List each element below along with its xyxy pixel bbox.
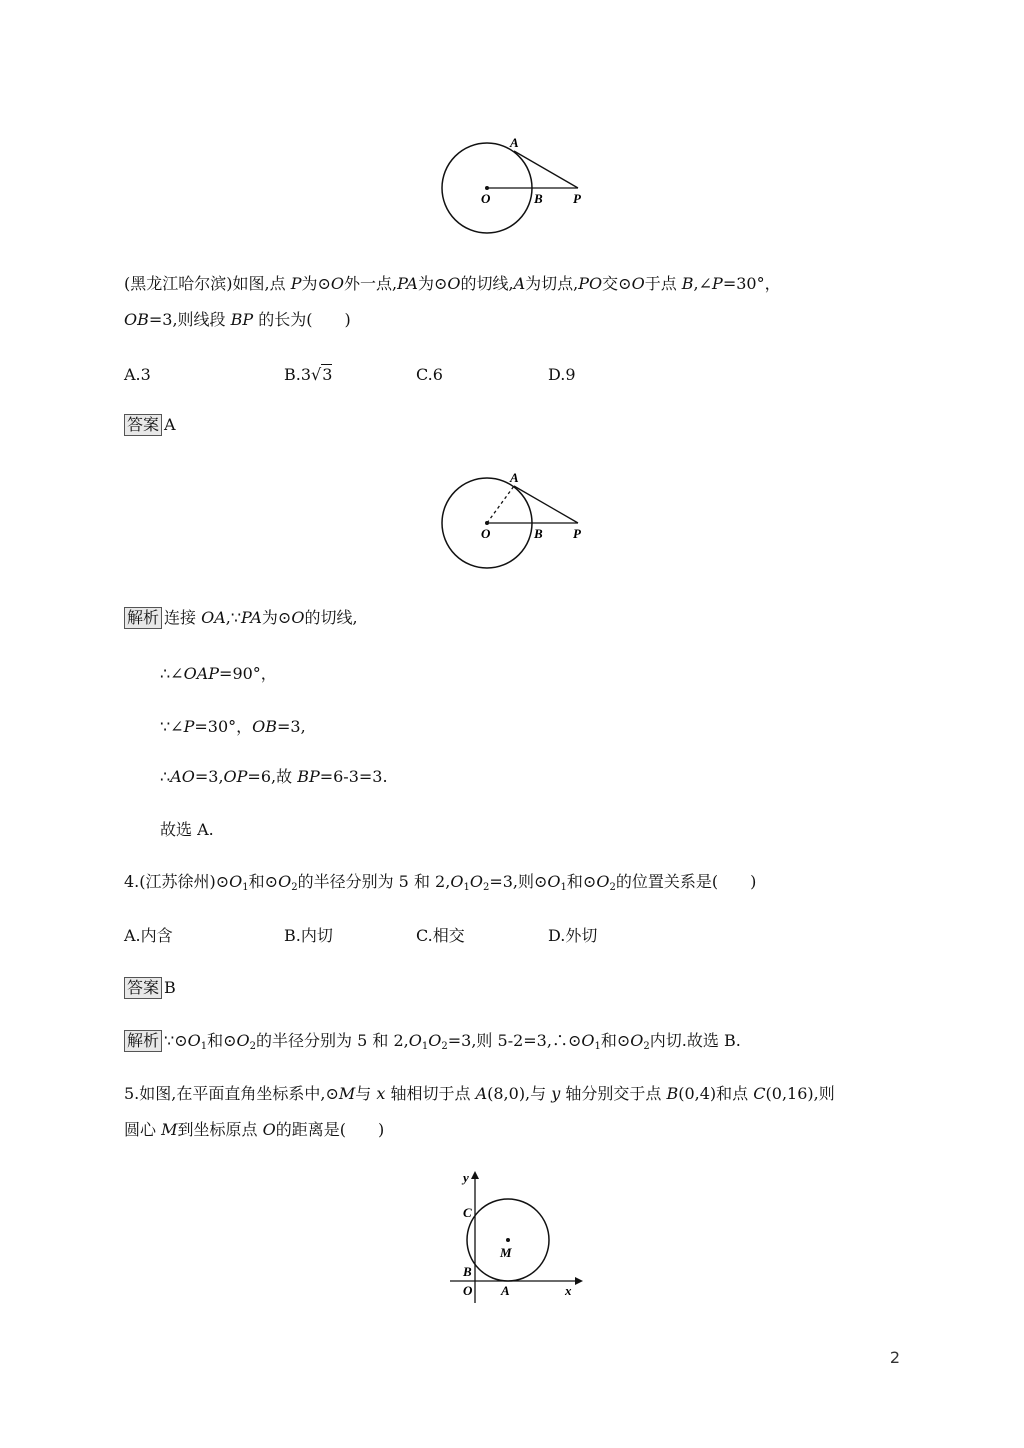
tangent-pa (514, 151, 578, 188)
answer-tag: 答案 (124, 977, 162, 999)
q3-stem-line1: (黑龙江哈尔滨)如图,点 P为⊙O外一点,PA为⊙O的切线,A为切点,PO交⊙O于点 B,∠P=30°， (124, 274, 781, 293)
figure-coordinate-circle (445, 1165, 590, 1305)
q4-stem: 4.(江苏徐州)$⊙O_1$和$⊙O_2$的半径分别为 5 和 $2,O_1O_2=3$,则$⊙O_1$和$⊙O_2$的位置关系是( ) (124, 872, 757, 893)
label-x: x (565, 1283, 572, 1298)
tangent-pa (514, 486, 578, 523)
x-axis-arrow (575, 1277, 583, 1285)
q3-stem-line2: OB=3,则线段 BP 的长为( ) (124, 310, 351, 329)
q5-stem-line2: 圆心 M到坐标原点 O的距离是( ) (124, 1120, 385, 1139)
dashed-radius-oa (487, 486, 514, 523)
q4-option-c: C.相交 (416, 926, 465, 945)
q3-analysis-line1: 解析 连接 OA,∵PA为⊙O的切线, (124, 607, 358, 629)
label-m: M (500, 1245, 512, 1260)
label-y: y (463, 1170, 469, 1185)
label-p: P (573, 526, 581, 541)
label-p: P (573, 191, 581, 206)
q4-analysis: 解析 $\because⊙O_1$和$⊙O_2$的半径分别为 5 和 $2,O_1O_2=3$,则 $5-2=3,\therefore⊙O_1$和$⊙O_2$内切.故选 B. (124, 1030, 741, 1052)
label-o: O (481, 526, 491, 541)
q3-analysis-line3: ∵∠P=30°，OB=3, (160, 717, 306, 736)
q3-option-d: D.9 (548, 365, 576, 384)
q3-analysis-line4: ∴AO=3,OP=6,故 BP=6-3=3. (160, 767, 388, 786)
y-axis-arrow (471, 1171, 479, 1179)
q3-option-a: A.3 (124, 365, 151, 384)
q3-analysis-line5: 故选 A. (160, 820, 214, 839)
label-a: A (510, 470, 519, 485)
label-o: O (481, 191, 491, 206)
q3-option-b: B.3√3 (284, 365, 333, 384)
sqrt-symbol: √3 (311, 365, 333, 384)
label-a: A (501, 1283, 510, 1298)
q4-option-a: A.内含 (124, 926, 173, 945)
q5-stem-line1: 5.如图,在平面直角坐标系中,⊙M与 x 轴相切于点 A(8,0),与 y 轴分别交于点 B(0,4)和点 C(0,16),则 (124, 1084, 835, 1103)
answer-value: B (164, 978, 176, 997)
label-c: C (463, 1205, 472, 1220)
q3-answer (124, 414, 176, 436)
label-b: B (463, 1264, 472, 1279)
q4-option-b: B.内切 (284, 926, 333, 945)
answer-value: A (164, 415, 176, 434)
center-m-point (506, 1238, 510, 1242)
page-number: 2 (889, 1348, 900, 1367)
figure-circle-tangent (430, 130, 600, 240)
q4-option-d: D.外切 (548, 926, 598, 945)
figure-circle-tangent-with-radius (430, 465, 600, 575)
analysis-tag: 解析 (124, 607, 162, 629)
label-b: B (534, 191, 543, 206)
label-a: A (510, 135, 519, 150)
q3-analysis-line2: ∴∠OAP=90°， (160, 664, 277, 683)
analysis-tag: 解析 (124, 1030, 162, 1052)
answer-tag: 答案 (124, 414, 162, 436)
q4-answer (124, 977, 176, 999)
label-o: O (463, 1283, 473, 1298)
center-point (485, 186, 489, 190)
label-b: B (534, 526, 543, 541)
q3-option-c: C.6 (416, 365, 443, 384)
center-point (485, 521, 489, 525)
